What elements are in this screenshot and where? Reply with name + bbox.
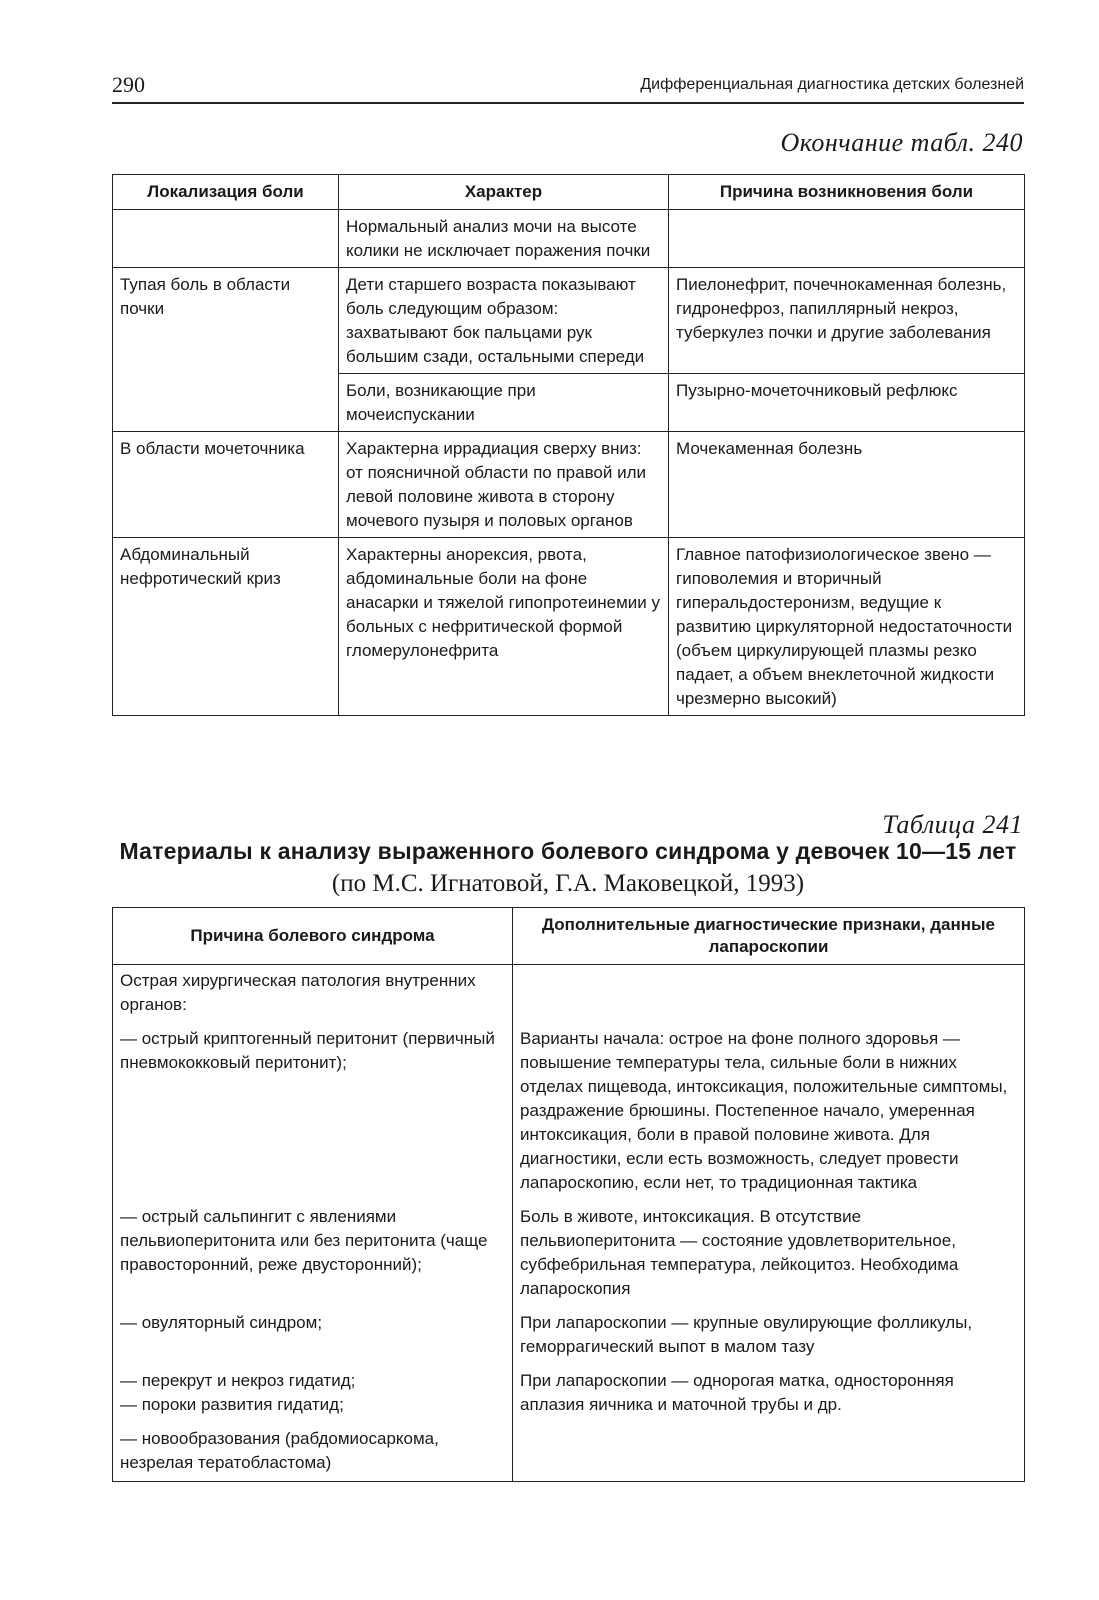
table-header-row xyxy=(113,908,1025,965)
location-cell: Абдоминальный нефротический криз xyxy=(113,538,339,716)
pain-syndrome-table xyxy=(112,907,1025,1482)
signs-cell: Варианты начала: острое на фоне полного здоровья — повышение температуры тела, сильные боли в нижних отделах пищевода, интоксикация, положительные симптомы, раздражение брюшины. Постепенное начало, умеренная интоксикация, боли в правой половине живота. Для диагностики, если есть возможность, следует провести лапароскопию, если нет, то традиционная тактика xyxy=(513,1023,1025,1201)
cause-cell xyxy=(113,1365,513,1423)
cause-cell xyxy=(669,210,1025,268)
column-header: Локализация боли xyxy=(113,175,339,210)
table-caption: Таблица 241 xyxy=(882,810,1023,839)
character-cell: Боли, возникающие при мочеиспускании xyxy=(339,374,669,432)
cause-cell: Мочекаменная болезнь xyxy=(669,432,1025,538)
cause-cell: Пиелонефрит, почечнокаменная болезнь, гидронефроз, папиллярный некроз, туберкулез почки и другие заболевания xyxy=(669,268,1025,374)
character-cell: Дети старшего возраста показывают боль следующим образом: захватывают бок пальцами рук большим сзади, остальными спереди xyxy=(339,268,669,374)
cause-cell: — новообразования (рабдомиосаркома, незрелая тератобластома) xyxy=(113,1423,513,1482)
table-row xyxy=(113,538,1025,716)
table-subtitle: (по М.С. Игнатовой, Г.А. Маковецкой, 1993) xyxy=(331,870,805,897)
character-cell: Нормальный анализ мочи на высоте колики не исключает поражения почки xyxy=(339,210,669,268)
table-row xyxy=(113,268,1025,374)
table-row xyxy=(113,1423,1025,1482)
running-title: Дифференциальная диагностика детских болезней xyxy=(640,76,1024,93)
signs-cell: При лапароскопии — однорогая матка, односторонняя аплазия яичника и маточной трубы и др. xyxy=(513,1365,1025,1423)
cause-cell: Острая хирургическая патология внутренних органов: xyxy=(113,965,513,1024)
signs-cell: Боль в животе, интоксикация. В отсутствие пельвиоперитонита — состояние удовлетворительное, субфебрильная температура, лейкоцитоз. Необходима лапароскопия xyxy=(513,1201,1025,1307)
column-header: Характер xyxy=(339,175,669,210)
table-row xyxy=(113,965,1025,1024)
cause-cell: — острый криптогенный перитонит (первичный пневмококковый перитонит); xyxy=(113,1023,513,1201)
cause-line: — пороки развития гидатид; xyxy=(120,1395,344,1414)
page-number: 290 xyxy=(112,72,145,97)
signs-cell xyxy=(513,965,1025,1024)
location-cell: В области мочеточника xyxy=(113,432,339,538)
column-header: Дополнительные диагностические признаки, данные лапароскопии xyxy=(513,908,1025,965)
table-title: Материалы к анализу выраженного болевого синдрома у девочек 10—15 лет xyxy=(119,838,1017,864)
table-continuation-label: Окончание табл. 240 xyxy=(780,128,1023,157)
table-row xyxy=(113,1023,1025,1201)
signs-cell xyxy=(513,1423,1025,1482)
location-cell: Тупая боль в области почки xyxy=(113,268,339,432)
table-row xyxy=(113,210,1025,268)
column-header: Причина возникновения боли xyxy=(669,175,1025,210)
column-header: Причина болевого синдрома xyxy=(113,908,513,965)
running-head xyxy=(112,68,1024,104)
location-cell xyxy=(113,210,339,268)
table-header-row xyxy=(113,175,1025,210)
table-row xyxy=(113,432,1025,538)
table-row xyxy=(113,1201,1025,1307)
table-row xyxy=(113,1307,1025,1365)
cause-cell: — острый сальпингит с явлениями пельвиоперитонита или без перитонита (чаще правосторонний, реже двусторонний); xyxy=(113,1201,513,1307)
character-cell: Характерны анорексия, рвота, абдоминальные боли на фоне анасарки и тяжелой гипопротеинемии у больных с нефритической формой гломерулонефрита xyxy=(339,538,669,716)
cause-line: — перекрут и некроз гидатид; xyxy=(120,1371,356,1390)
cause-cell: Главное патофизиологическое звено — гиповолемия и вторичный гиперальдостеронизм, ведущие к развитию циркуляторной недостаточности (объем циркулирующей плазмы резко падает, а объем внеклеточной жидкости чрезмерно высокий) xyxy=(669,538,1025,716)
table-row xyxy=(113,1365,1025,1423)
cause-cell: Пузырно-мочеточниковый рефлюкс xyxy=(669,374,1025,432)
pain-localization-table xyxy=(112,174,1025,716)
character-cell: Характерна иррадиация сверху вниз: от поясничной области по правой или левой половине живота в сторону мочевого пузыря и половых органов xyxy=(339,432,669,538)
cause-cell: — овуляторный синдром; xyxy=(113,1307,513,1365)
signs-cell: При лапароскопии — крупные овулирующие фолликулы, геморрагический выпот в малом тазу xyxy=(513,1307,1025,1365)
